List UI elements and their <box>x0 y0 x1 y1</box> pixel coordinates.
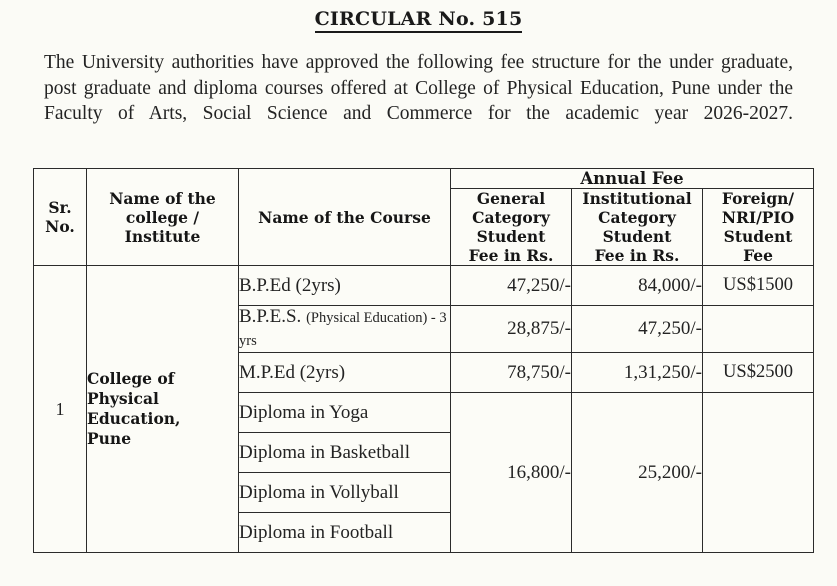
cell-course-bpes <box>239 306 451 353</box>
cell-course-basketball: Diploma in Basketball <box>239 433 451 473</box>
course-bpes-sub: (Physical Education) - 3 yrs <box>239 310 447 349</box>
intro-paragraph: The University authorities have approved the following fee structure for the under graduate, post graduate and diploma courses offered at College of Physical Education, Pune under the Faculty of Arts, Social Science and Commerce for the academic year 2026-2027. <box>44 52 793 124</box>
header-sr-no-line-2: No. <box>45 217 75 236</box>
college-name-line-2: Physical <box>87 389 159 408</box>
cell-fee-mped-general: 78,750/- <box>451 353 572 393</box>
page-title-text: CIRCULAR No. 515 <box>315 8 523 33</box>
cell-course-mped: M.P.Ed (2yrs) <box>239 353 451 393</box>
header-institutional-line-4: Fee in Rs. <box>594 246 680 265</box>
header-cell-sr-no <box>34 169 87 266</box>
cell-college-name <box>87 266 239 553</box>
cell-fee-mped-institutional: 1,31,250/- <box>572 353 703 393</box>
cell-fee-bped-general: 47,250/- <box>451 266 572 306</box>
cell-fee-bped-foreign: US$1500 <box>703 266 814 306</box>
cell-sr-no: 1 <box>34 266 87 553</box>
header-general-line-2: Category <box>472 208 550 227</box>
page-title <box>0 8 837 30</box>
college-name-line-3: Education, <box>87 409 181 428</box>
cell-fee-mped-foreign: US$2500 <box>703 353 814 393</box>
header-general-line-4: Fee in Rs. <box>468 246 554 265</box>
cell-course-bped: B.P.Ed (2yrs) <box>239 266 451 306</box>
header-college-line-3: Institute <box>124 226 201 246</box>
college-name-line-1: College of <box>87 369 175 388</box>
header-general-line-3: Student <box>476 227 546 246</box>
header-institutional-line-3: Student <box>602 227 672 246</box>
college-name-line-4: Pune <box>87 429 132 448</box>
table-header-row-top <box>34 169 814 189</box>
cell-course-football: Diploma in Football <box>239 513 451 553</box>
header-sr-no-line-1: Sr. <box>48 198 72 217</box>
header-cell-course: Name of the Course <box>239 169 451 266</box>
header-general-line-1: General <box>476 189 546 208</box>
table-row <box>34 266 814 306</box>
header-foreign-line-1: Foreign/ <box>721 189 795 208</box>
course-bpes-main: B.P.E.S. <box>239 306 302 327</box>
cell-fee-bped-institutional: 84,000/- <box>572 266 703 306</box>
header-cell-annual-fee: Annual Fee <box>451 169 814 189</box>
header-institutional-line-2: Category <box>598 208 676 227</box>
header-institutional-line-1: Institutional <box>582 189 692 208</box>
cell-fee-diploma-foreign <box>703 393 814 553</box>
header-foreign-line-2: NRI/PIO <box>721 208 795 227</box>
cell-course-yoga: Diploma in Yoga <box>239 393 451 433</box>
cell-fee-diploma-general: 16,800/- <box>451 393 572 553</box>
cell-fee-bpes-institutional: 47,250/- <box>572 306 703 353</box>
header-cell-college <box>87 169 239 266</box>
header-foreign-line-4: Fee <box>743 246 773 265</box>
header-cell-foreign-nri-pio <box>703 189 814 266</box>
cell-fee-diploma-institutional: 25,200/- <box>572 393 703 553</box>
header-college-line-2: college / <box>125 207 200 227</box>
fee-structure-table <box>33 168 814 553</box>
header-cell-institutional-category <box>572 189 703 266</box>
cell-fee-bpes-foreign <box>703 306 814 353</box>
cell-course-vollyball: Diploma in Vollyball <box>239 473 451 513</box>
header-foreign-line-3: Student <box>723 227 793 246</box>
cell-fee-bpes-general: 28,875/- <box>451 306 572 353</box>
header-cell-general-category <box>451 189 572 266</box>
header-college-line-1: Name of the <box>109 188 216 208</box>
